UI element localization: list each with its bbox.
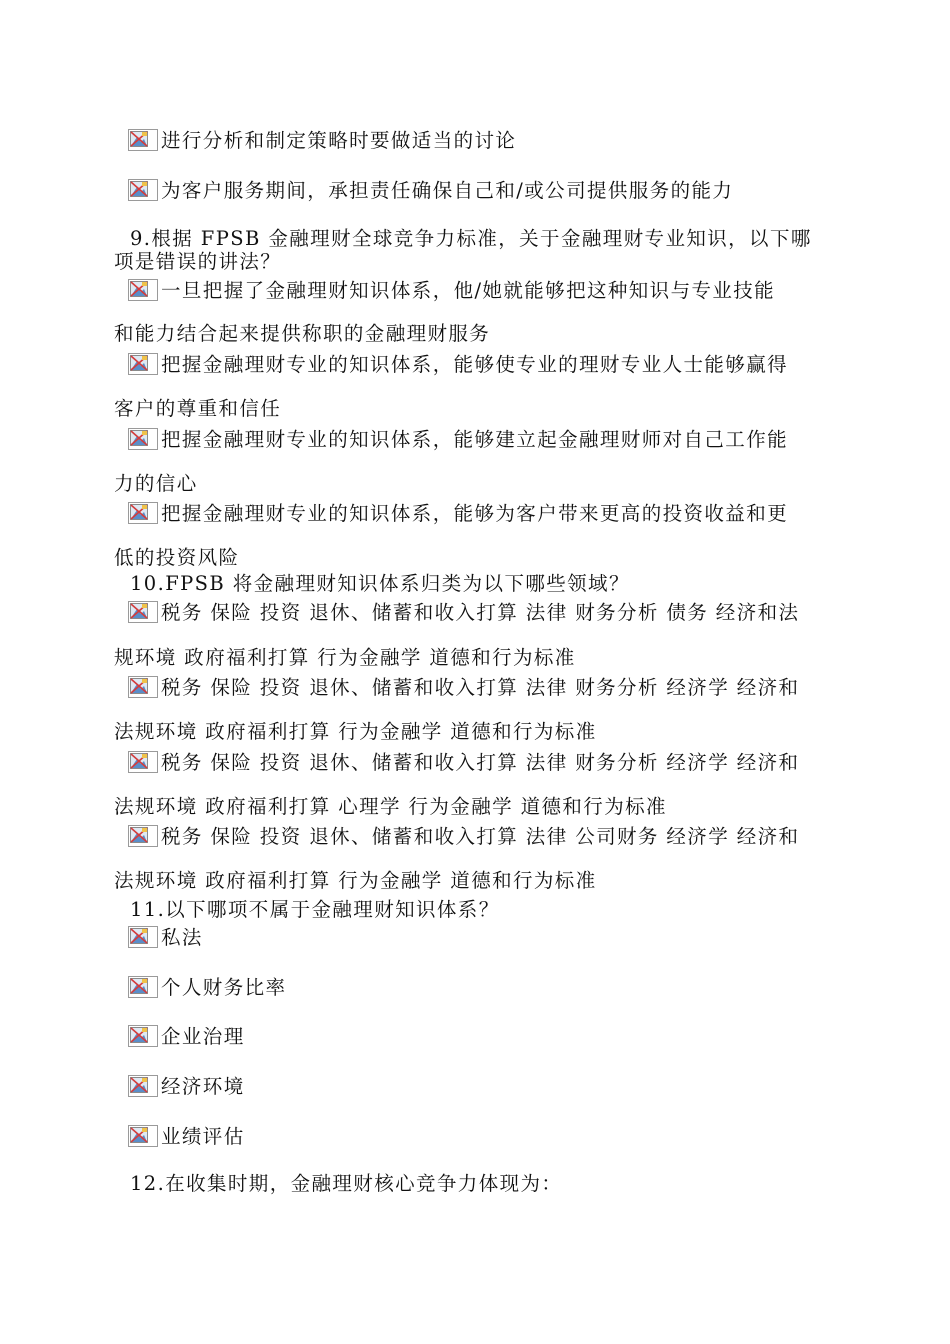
option-text: 把握金融理财专业的知识体系，能够使专业的理财专业人士能够赢得 [161, 353, 789, 376]
broken-image-checkbox-icon[interactable] [128, 428, 158, 450]
q11-option-2 [128, 975, 286, 1001]
q10-option-1 [128, 600, 799, 626]
q10-option-4 [128, 824, 799, 850]
q9-option-3 [128, 427, 788, 453]
q9-option-2 [128, 352, 788, 378]
broken-image-checkbox-icon[interactable] [128, 926, 158, 948]
option-text: 私法 [161, 926, 203, 949]
option-text: 为客户服务期间，承担责任确保自己和/或公司提供服务的能力 [161, 179, 734, 202]
option-text: 经济环境 [161, 1075, 245, 1098]
q9-option-4-cont: 低的投资风险 [114, 546, 240, 569]
question-10-line1: 10.FPSB 将金融理财知识体系归类为以下哪些领域？ [130, 572, 630, 595]
broken-image-checkbox-icon[interactable] [128, 751, 158, 773]
broken-image-checkbox-icon[interactable] [128, 976, 158, 998]
q10-option-1-cont: 规环境 政府福利打算 行为金融学 道德和行为标准 [114, 646, 576, 669]
q9-option-1-cont: 和能力结合起来提供称职的金融理财服务 [114, 322, 491, 345]
option-text: 税务 保险 投资 退休、储蓄和收入打算 法律 财务分析 债务 经济和法 [161, 601, 800, 624]
option-text: 把握金融理财专业的知识体系，能够建立起金融理财师对自己工作能 [161, 428, 789, 451]
q11-option-5 [128, 1124, 245, 1150]
broken-image-checkbox-icon[interactable] [128, 1075, 158, 1097]
broken-image-checkbox-icon[interactable] [128, 279, 158, 301]
broken-image-checkbox-icon[interactable] [128, 676, 158, 698]
q10-option-3-cont: 法规环境 政府福利打算 心理学 行为金融学 道德和行为标准 [114, 795, 667, 818]
q10-option-3 [128, 750, 799, 776]
broken-image-checkbox-icon[interactable] [128, 825, 158, 847]
option-text: 税务 保险 投资 退休、储蓄和收入打算 法律 公司财务 经济学 经济和 [161, 825, 800, 848]
question-9-line2: 项是错误的讲法？ [114, 250, 282, 273]
q10-option-2 [128, 675, 799, 701]
q11-option-1 [128, 925, 203, 951]
option-text: 个人财务比率 [161, 976, 287, 999]
q11-option-3 [128, 1024, 245, 1050]
broken-image-checkbox-icon[interactable] [128, 1025, 158, 1047]
q10-option-2-cont: 法规环境 政府福利打算 行为金融学 道德和行为标准 [114, 720, 597, 743]
question-9-line1: 9.根据 FPSB 金融理财全球竞争力标准，关于金融理财专业知识，以下哪 [130, 227, 812, 250]
q11-option-4 [128, 1074, 245, 1100]
broken-image-checkbox-icon[interactable] [128, 601, 158, 623]
option-pre-2 [128, 178, 733, 204]
q9-option-4 [128, 501, 788, 527]
broken-image-checkbox-icon[interactable] [128, 1125, 158, 1147]
broken-image-checkbox-icon[interactable] [128, 353, 158, 375]
question-12-line1: 12.在收集时期，金融理财核心竞争力体现为： [130, 1172, 563, 1195]
option-text: 企业治理 [161, 1025, 245, 1048]
option-text: 业绩评估 [161, 1125, 245, 1148]
option-text: 税务 保险 投资 退休、储蓄和收入打算 法律 财务分析 经济学 经济和 [161, 751, 800, 774]
option-text: 一旦把握了金融理财知识体系，他/她就能够把这种知识与专业技能 [161, 279, 776, 302]
broken-image-checkbox-icon[interactable] [128, 179, 158, 201]
broken-image-checkbox-icon[interactable] [128, 129, 158, 151]
option-text: 把握金融理财专业的知识体系，能够为客户带来更高的投资收益和更 [161, 502, 789, 525]
broken-image-checkbox-icon[interactable] [128, 502, 158, 524]
q10-option-4-cont: 法规环境 政府福利打算 行为金融学 道德和行为标准 [114, 869, 597, 892]
option-pre-1 [128, 128, 516, 154]
q9-option-2-cont: 客户的尊重和信任 [114, 397, 282, 420]
option-text: 进行分析和制定策略时要做适当的讨论 [161, 129, 517, 152]
option-text: 税务 保险 投资 退休、储蓄和收入打算 法律 财务分析 经济学 经济和 [161, 676, 800, 699]
q9-option-3-cont: 力的信心 [114, 472, 198, 495]
q9-option-1 [128, 278, 775, 304]
question-11-line1: 11.以下哪项不属于金融理财知识体系？ [130, 898, 500, 921]
